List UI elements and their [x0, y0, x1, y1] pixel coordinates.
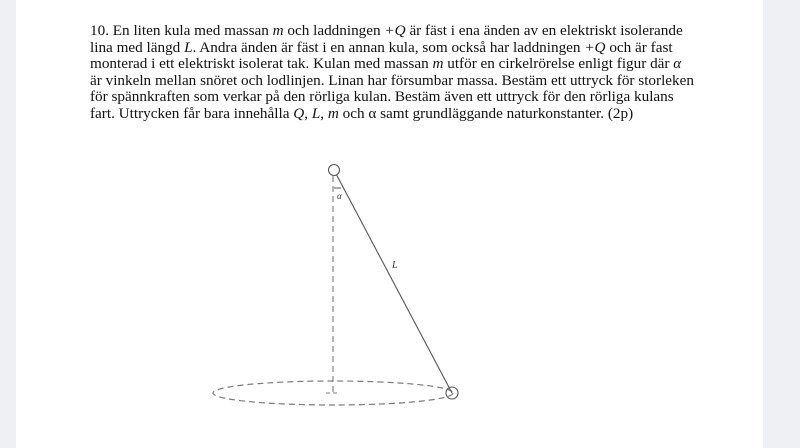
math-symbol: m	[327, 104, 339, 122]
math-symbol: Q	[293, 104, 305, 122]
text-run: . Andra änden är fäst i en annan kula, som också har laddningen	[192, 38, 585, 56]
text-run: 10. En liten kula med massan	[90, 22, 273, 39]
math-symbol: m	[272, 22, 284, 39]
fixed-ball	[329, 165, 340, 176]
math-symbol: +Q	[384, 22, 406, 39]
text-run: och är fast	[605, 38, 673, 56]
math-symbol: L	[184, 38, 193, 56]
text-run: fart. Uttrycken får bara innehålla	[90, 104, 294, 122]
math-symbol: m	[432, 55, 444, 73]
string-line	[334, 170, 452, 393]
text-run: är fäst i ena änden av en elektriskt isolerande	[405, 22, 683, 39]
text-run: ,	[320, 104, 328, 122]
math-symbol: +Q	[584, 38, 606, 56]
text-run: och laddningen	[283, 22, 385, 39]
math-symbol: α	[673, 55, 682, 73]
text-run: lina med längd	[90, 38, 185, 56]
text-run: och α samt grundläggande naturkonstanter. (2p)	[338, 104, 634, 122]
text-run: är vinkeln mellan snöret och lodlinjen. Linan har försumbar massa. Bestäm ett uttryck för storleken	[90, 71, 694, 89]
math-symbol: L	[311, 104, 321, 122]
length-label: L	[392, 260, 398, 271]
text-run: ,	[304, 104, 312, 122]
angle-label: α	[337, 191, 342, 201]
text-run: för spännkraften som verkar på den rörliga kulan. Bestäm även ett uttryck för den rörliga kulans	[90, 88, 674, 106]
text-run: monterad i ett elektriskt isolerat tak. Kulan med massan	[90, 55, 433, 73]
text-run: utför en cirkelrörelse enligt figur där	[443, 55, 674, 73]
